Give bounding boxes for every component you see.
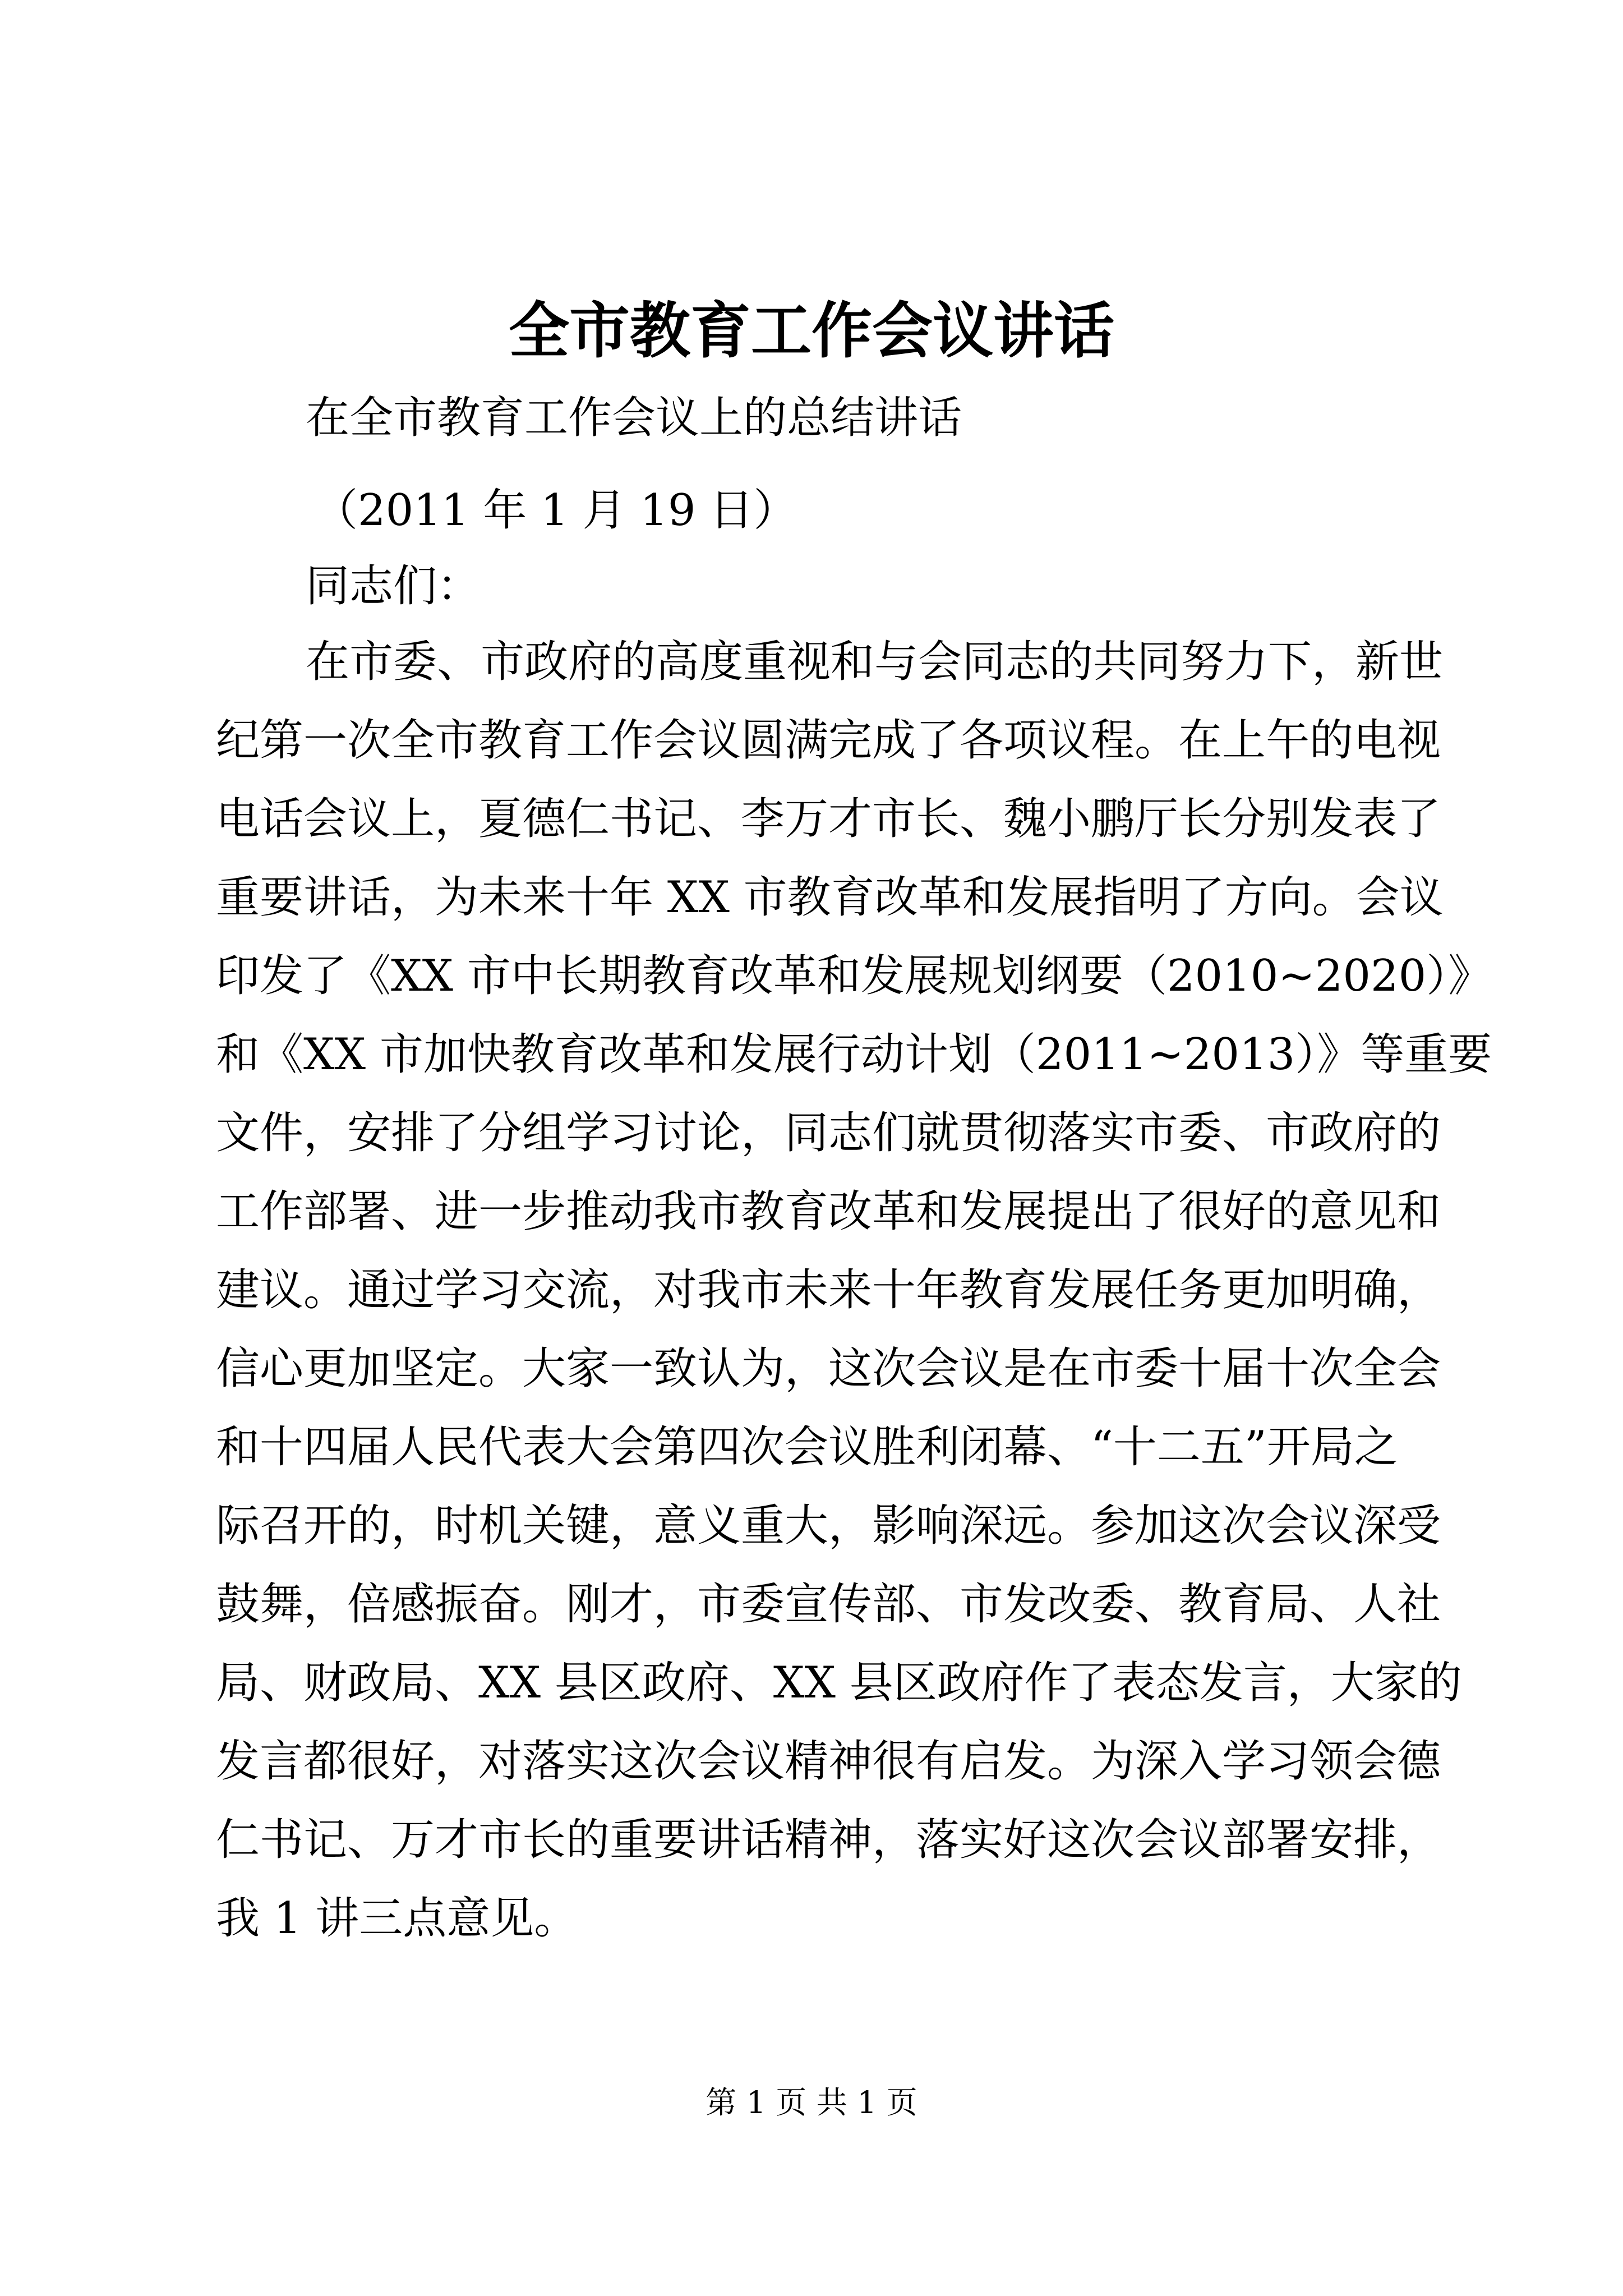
body-line: 和《XX 市加快教育改革和发展行动计划（2011~2013）》等重要 <box>216 1029 1492 1080</box>
body-line: 局、财政局、XX 县区政府、XX 县区政府作了表态发言，大家的 <box>216 1658 1462 1708</box>
body-line: 电话会议上，夏德仁书记、李万才市长、魏小鹏厅长分别发表了 <box>216 794 1441 844</box>
salutation: 同志们： <box>306 561 481 611</box>
body-line: 在市委、市政府的高度重视和与会同志的共同努力下，新世 <box>306 637 1444 687</box>
body-line: 印发了《XX 市中长期教育改革和发展规划纲要（2010~2020）》 <box>216 951 1492 1001</box>
body-line: 重要讲话，为未来十年 XX 市教育改革和发展指明了方向。会议 <box>216 872 1444 923</box>
document-title: 全市教育工作会议讲话 <box>508 296 1114 366</box>
body-line: 建议。通过学习交流，对我市未来十年教育发展任务更加明确， <box>216 1265 1441 1315</box>
body-line: 际召开的，时机关键，意义重大，影响深远。参加这次会议深受 <box>216 1501 1441 1551</box>
body-line: 和十四届人民代表大会第四次会议胜利闭幕、“十二五”开局之 <box>216 1422 1398 1473</box>
document-date: （2011 年 1 月 19 日） <box>314 485 797 536</box>
body-line: 文件，安排了分组学习讨论，同志们就贯彻落实市委、市政府的 <box>216 1108 1441 1158</box>
document-subtitle: 在全市教育工作会议上的总结讲话 <box>306 393 962 443</box>
body-line: 工作部署、进一步推动我市教育改革和发展提出了很好的意见和 <box>216 1186 1441 1237</box>
body-line: 发言都很好，对落实这次会议精神很有启发。为深入学习领会德 <box>216 1736 1441 1787</box>
body-line: 仁书记、万才市长的重要讲话精神，落实好这次会议部署安排， <box>216 1815 1441 1865</box>
body-line: 我 1 讲三点意见。 <box>216 1893 578 1944</box>
body-line: 纪第一次全市教育工作会议圆满完成了各项议程。在上午的电视 <box>216 715 1441 766</box>
page-footer: 第 1 页 共 1 页 <box>706 2085 917 2120</box>
body-line: 鼓舞，倍感振奋。刚才，市委宣传部、市发改委、教育局、人社 <box>216 1579 1441 1630</box>
body-line: 信心更加坚定。大家一致认为，这次会议是在市委十届十次全会 <box>216 1343 1441 1394</box>
